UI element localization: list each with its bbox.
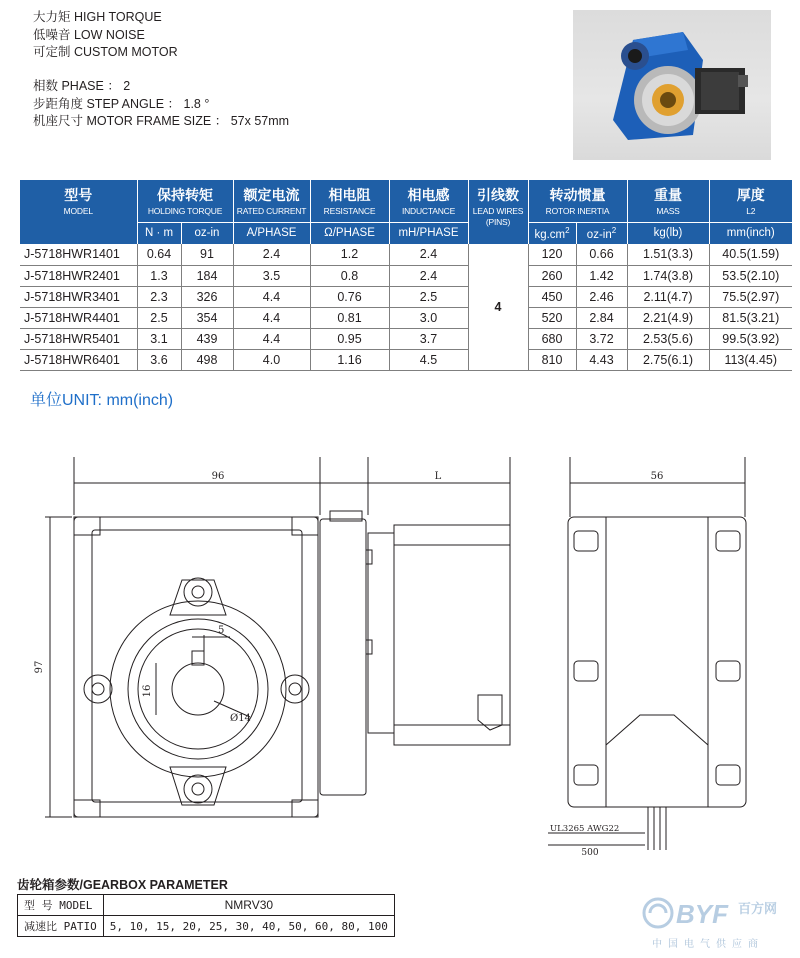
table-row xyxy=(20,286,792,307)
table-cell: 3.6 xyxy=(137,349,181,370)
feature-item: 大力矩 HIGH TORQUE xyxy=(33,10,162,24)
table-cell: 498 xyxy=(181,349,233,370)
watermark-text: BYF xyxy=(676,899,728,929)
table-cell: 3.1 xyxy=(137,328,181,349)
feature-item: 可定制 CUSTOM MOTOR xyxy=(33,45,178,59)
table-cell: 75.5(2.97) xyxy=(709,286,792,307)
header-resistance: 相电阻 RESISTANCE xyxy=(310,180,389,222)
table-cell: 0.8 xyxy=(310,265,389,286)
table-cell: 40.5(1.59) xyxy=(709,244,792,265)
cable-length-label: 500 xyxy=(581,848,599,858)
table-cell: J-5718HWR1401 xyxy=(20,244,137,265)
table-cell: 3.5 xyxy=(233,265,310,286)
unit-cell: mH/PHASE xyxy=(389,222,468,244)
table-cell: J-5718HWR6401 xyxy=(20,349,137,370)
table-cell: 0.66 xyxy=(576,244,627,265)
table-cell: 1.74(3.8) xyxy=(627,265,709,286)
table-row xyxy=(20,244,792,265)
dim-56-label: 56 xyxy=(650,471,664,482)
watermark-cn: 百方网 xyxy=(738,901,778,916)
table-cell: 2.3 xyxy=(137,286,181,307)
table-cell: 0.64 xyxy=(137,244,181,265)
gearbox-housing xyxy=(74,517,318,817)
table-cell: 260 xyxy=(528,265,576,286)
table-cell: 4.4 xyxy=(233,307,310,328)
table-cell: 1.16 xyxy=(310,349,389,370)
table-cell: 520 xyxy=(528,307,576,328)
gearbox-model-value: NMRV30 xyxy=(103,895,394,916)
table-cell: 113(4.45) xyxy=(709,349,792,370)
spec-table xyxy=(20,180,792,371)
table-cell: 354 xyxy=(181,307,233,328)
header-model: 型号 MODEL xyxy=(20,180,137,244)
table-cell: 184 xyxy=(181,265,233,286)
product-photo xyxy=(573,10,771,160)
table-row xyxy=(20,307,792,328)
table-cell: J-5718HWR3401 xyxy=(20,286,137,307)
table-cell: 99.5(3.92) xyxy=(709,328,792,349)
table-cell: 120 xyxy=(528,244,576,265)
header-holding-torque: 保持转矩 HOLDING TORQUE xyxy=(137,180,233,222)
unit-cell: mm(inch) xyxy=(709,222,792,244)
lead-wires-cell: 4 xyxy=(468,244,528,370)
table-cell: 326 xyxy=(181,286,233,307)
table-cell: 2.46 xyxy=(576,286,627,307)
table-cell: 2.4 xyxy=(233,244,310,265)
gearbox-ratio-value: 5, 10, 15, 20, 25, 30, 40, 50, 60, 80, 100 xyxy=(103,916,394,937)
dim-phi14-label: Ø14 xyxy=(230,713,251,724)
feature-list xyxy=(33,9,178,62)
table-cell: 0.95 xyxy=(310,328,389,349)
table-row xyxy=(20,328,792,349)
table-cell: 4.4 xyxy=(233,328,310,349)
header-rotor-inertia: 转动惯量 ROTOR INERTIA xyxy=(528,180,627,222)
header-mass: 重量 MASS xyxy=(627,180,709,222)
header-inductance: 相电感 INDUCTANCE xyxy=(389,180,468,222)
watermark-logo xyxy=(640,895,790,935)
gearbox-title: 齿轮箱参数/GEARBOX PARAMETER xyxy=(17,878,228,892)
unit-cell: $kg.cm^2$ xyxy=(528,222,576,244)
table-cell: 0.81 xyxy=(310,307,389,328)
table-cell: 2.53(5.6) xyxy=(627,328,709,349)
unit-cell: $oz-in^2$ xyxy=(576,222,627,244)
table-cell: 2.11(4.7) xyxy=(627,286,709,307)
spec-list xyxy=(33,78,289,131)
table-row xyxy=(20,349,792,370)
cable-label: UL3265 AWG22 xyxy=(550,824,620,834)
table-cell: 2.5 xyxy=(389,286,468,307)
table-cell: 4.43 xyxy=(576,349,627,370)
header-lead-wires: 引线数 LEAD WIRES (PINS) xyxy=(468,180,528,244)
dim-97-label: 97 xyxy=(34,660,45,674)
unit-cell: N · m xyxy=(137,222,181,244)
table-cell: 91 xyxy=(181,244,233,265)
table-cell: 1.2 xyxy=(310,244,389,265)
header-l2: 厚度 L2 xyxy=(709,180,792,222)
table-cell: J-5718HWR4401 xyxy=(20,307,137,328)
table-row xyxy=(20,265,792,286)
table-cell: 4.0 xyxy=(233,349,310,370)
unit-cell: oz-in xyxy=(181,222,233,244)
table-cell: 810 xyxy=(528,349,576,370)
table-cell: 2.75(6.1) xyxy=(627,349,709,370)
spec-item: 机座尺寸 MOTOR FRAME SIZE ： 57x 57mm xyxy=(33,114,290,128)
table-cell: 2.4 xyxy=(389,265,468,286)
table-cell: 680 xyxy=(528,328,576,349)
unit-cell: A/PHASE xyxy=(233,222,310,244)
unit-title: 单位UNIT: mm(inch) xyxy=(30,392,174,409)
table-cell: 2.4 xyxy=(389,244,468,265)
table-cell: 2.84 xyxy=(576,307,627,328)
unit-cell: Ω/PHASE xyxy=(310,222,389,244)
side-view-housing xyxy=(568,517,746,807)
table-cell: 439 xyxy=(181,328,233,349)
spec-item: 步距角度 STEP ANGLE ： 1.8 ° xyxy=(33,96,210,111)
table-body xyxy=(20,244,792,370)
table-cell: 450 xyxy=(528,286,576,307)
dim-96-label: 96 xyxy=(211,471,225,482)
table-cell: 2.5 xyxy=(137,307,181,328)
table-cell: 81.5(3.21) xyxy=(709,307,792,328)
technical-drawing xyxy=(0,455,800,865)
table-cell: J-5718HWR5401 xyxy=(20,328,137,349)
gearbox-model-label: 型 号 MODEL xyxy=(18,895,104,916)
table-cell: 2.21(4.9) xyxy=(627,307,709,328)
watermark-subtitle: 中国电气供应商 xyxy=(652,939,764,950)
gearbox-ratio-label: 减速比 PATIO xyxy=(18,916,104,937)
table-cell: 3.0 xyxy=(389,307,468,328)
header-rated-current: 额定电流 RATED CURRENT xyxy=(233,180,310,222)
spec-item: 相数 PHASE ： 2 xyxy=(33,79,131,93)
dim-5-label: 5 xyxy=(218,625,225,636)
gearbox-table xyxy=(17,894,395,937)
table-cell: 1.3 xyxy=(137,265,181,286)
table-cell: 3.7 xyxy=(389,328,468,349)
table-cell: 0.76 xyxy=(310,286,389,307)
feature-item: 低噪音 LOW NOISE xyxy=(33,27,145,42)
motor-flange xyxy=(320,519,366,795)
table-cell: 4.5 xyxy=(389,349,468,370)
dim-16-label: 16 xyxy=(142,684,153,698)
table-cell: 53.5(2.10) xyxy=(709,265,792,286)
table-cell: 1.51(3.3) xyxy=(627,244,709,265)
table-cell: 1.42 xyxy=(576,265,627,286)
table-cell: J-5718HWR2401 xyxy=(20,265,137,286)
table-cell: 4.4 xyxy=(233,286,310,307)
dim-l-label: L xyxy=(434,471,442,482)
flange-circle xyxy=(110,601,286,777)
table-cell: 3.72 xyxy=(576,328,627,349)
unit-cell: kg(lb) xyxy=(627,222,709,244)
gear-motor-image xyxy=(573,10,771,160)
